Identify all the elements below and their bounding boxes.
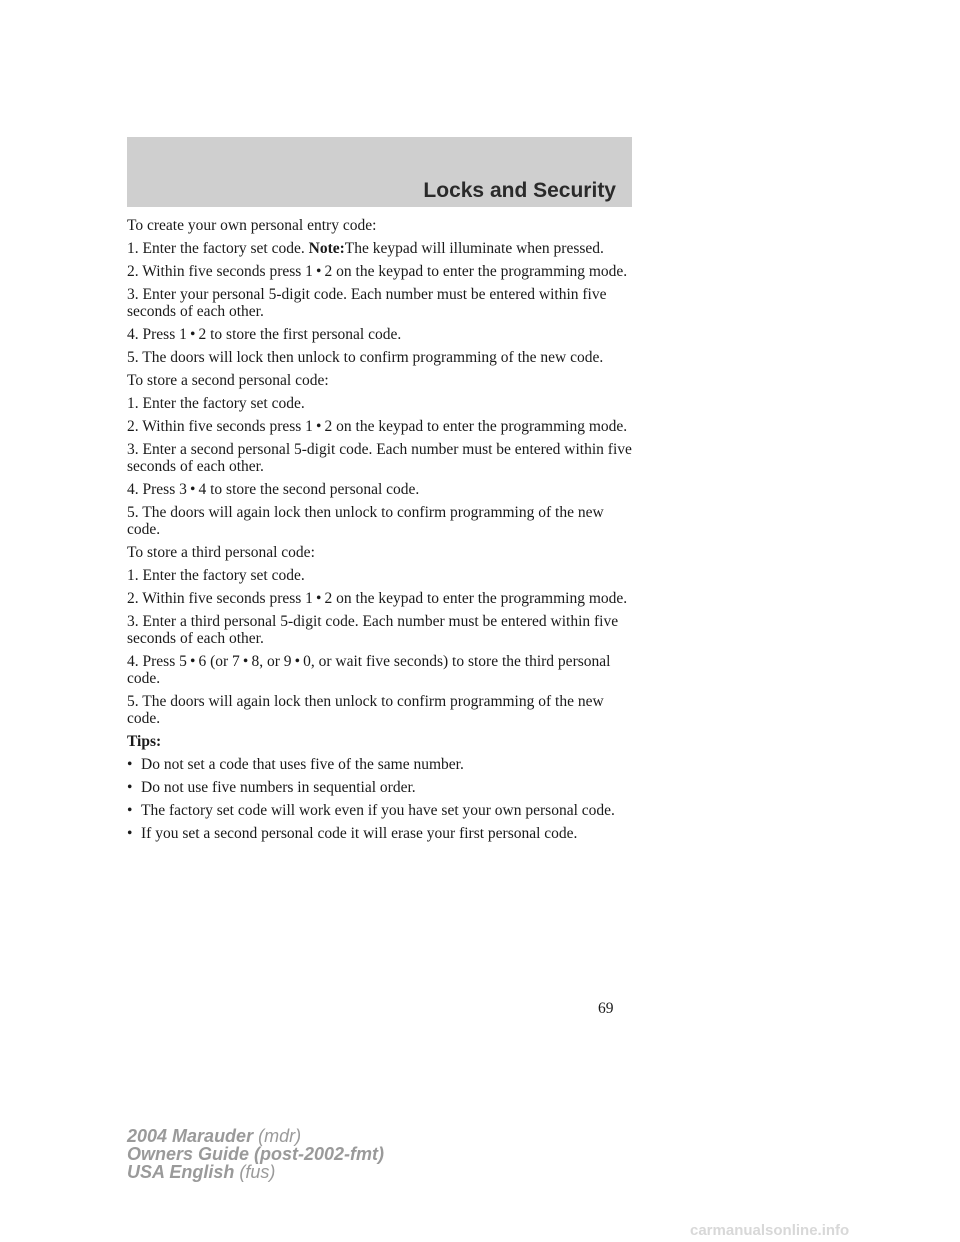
paragraph-text: 1. Enter the factory set code. bbox=[127, 567, 305, 584]
list-item-text: If you set a second personal code it will erase your first personal code. bbox=[141, 825, 578, 842]
list-item-text: Do not set a code that uses five of the same number. bbox=[141, 756, 464, 773]
paragraph bbox=[127, 481, 637, 498]
footer-language: USA English bbox=[127, 1162, 235, 1182]
paragraph-text: 3. Enter your personal 5-digit code. Each number must be entered within five seconds of each other. bbox=[127, 286, 607, 320]
bullet-icon: • bbox=[127, 756, 133, 773]
paragraph bbox=[127, 590, 637, 607]
section-header-band bbox=[127, 137, 632, 207]
paragraph-text: To store a second personal code: bbox=[127, 372, 329, 389]
list-item-text: The factory set code will work even if you have set your own personal code. bbox=[141, 802, 615, 819]
paragraph bbox=[127, 395, 637, 412]
paragraph-text: To store a third personal code: bbox=[127, 544, 315, 561]
paragraph bbox=[127, 372, 637, 389]
paragraph bbox=[127, 326, 637, 343]
paragraph bbox=[127, 240, 637, 257]
paragraph-text: 4. Press 1 • 2 to store the first personal code. bbox=[127, 326, 402, 343]
paragraph bbox=[127, 286, 637, 320]
paragraph-text: 4. Press 5 • 6 (or 7 • 8, or 9 • 0, or wait five seconds) to store the third personal code. bbox=[127, 653, 611, 687]
paragraph-text: 5. The doors will again lock then unlock to confirm programming of the new code. bbox=[127, 693, 604, 727]
paragraph-text: 1. Enter the factory set code. bbox=[127, 395, 305, 412]
paragraph bbox=[127, 567, 637, 584]
note-label: Note: bbox=[308, 240, 345, 257]
document-footer bbox=[127, 1127, 384, 1181]
list-item bbox=[127, 779, 637, 796]
paragraph-text: 3. Enter a second personal 5-digit code. Each number must be entered within five seconds of each other. bbox=[127, 441, 632, 475]
paragraph-text: 2. Within five seconds press 1 • 2 on the keypad to enter the programming mode. bbox=[127, 590, 628, 607]
list-item bbox=[127, 802, 637, 819]
paragraph bbox=[127, 263, 637, 280]
paragraph bbox=[127, 613, 637, 647]
list-item-text: Do not use five numbers in sequential order. bbox=[141, 779, 416, 796]
paragraph bbox=[127, 653, 637, 687]
footer-line-2 bbox=[127, 1145, 384, 1163]
bullet-icon: • bbox=[127, 779, 133, 796]
page-number: 69 bbox=[598, 1000, 614, 1017]
footer-model: 2004 Marauder bbox=[127, 1126, 254, 1146]
paragraph-text: 5. The doors will again lock then unlock to confirm programming of the new code. bbox=[127, 504, 604, 538]
bullet-icon: • bbox=[127, 825, 133, 842]
paragraph bbox=[127, 544, 637, 561]
paragraph-text: To create your own personal entry code: bbox=[127, 217, 377, 234]
paragraph-text: 3. Enter a third personal 5-digit code. Each number must be entered within five seconds of each other. bbox=[127, 613, 619, 647]
paragraph bbox=[127, 693, 637, 727]
paragraph bbox=[127, 217, 637, 234]
list-item bbox=[127, 756, 637, 773]
paragraph bbox=[127, 349, 637, 366]
bullet-icon: • bbox=[127, 802, 133, 819]
paragraph-text: 2. Within five seconds press 1 • 2 on the keypad to enter the programming mode. bbox=[127, 263, 628, 280]
watermark: carmanualsonline.info bbox=[690, 1222, 850, 1239]
footer-guide: Owners Guide (post-2002-fmt) bbox=[127, 1144, 385, 1164]
tips-heading: Tips: bbox=[127, 733, 162, 750]
paragraph-text: 4. Press 3 • 4 to store the second personal code. bbox=[127, 481, 420, 498]
paragraph-text: 5. The doors will lock then unlock to confirm programming of the new code. bbox=[127, 349, 604, 366]
paragraph-text: 1. Enter the factory set code. bbox=[127, 240, 309, 257]
footer-line-3 bbox=[127, 1163, 384, 1181]
footer-model-code: (mdr) bbox=[258, 1126, 302, 1146]
page-content bbox=[127, 217, 637, 848]
list-item bbox=[127, 825, 637, 842]
note-text: The keypad will illuminate when pressed. bbox=[344, 240, 604, 257]
paragraph bbox=[127, 504, 637, 538]
section-title: Locks and Security bbox=[423, 179, 616, 202]
footer-line-1 bbox=[127, 1127, 384, 1145]
footer-language-code: (fus) bbox=[239, 1162, 276, 1182]
paragraph-text: 2. Within five seconds press 1 • 2 on the keypad to enter the programming mode. bbox=[127, 418, 628, 435]
paragraph bbox=[127, 418, 637, 435]
paragraph bbox=[127, 441, 637, 475]
